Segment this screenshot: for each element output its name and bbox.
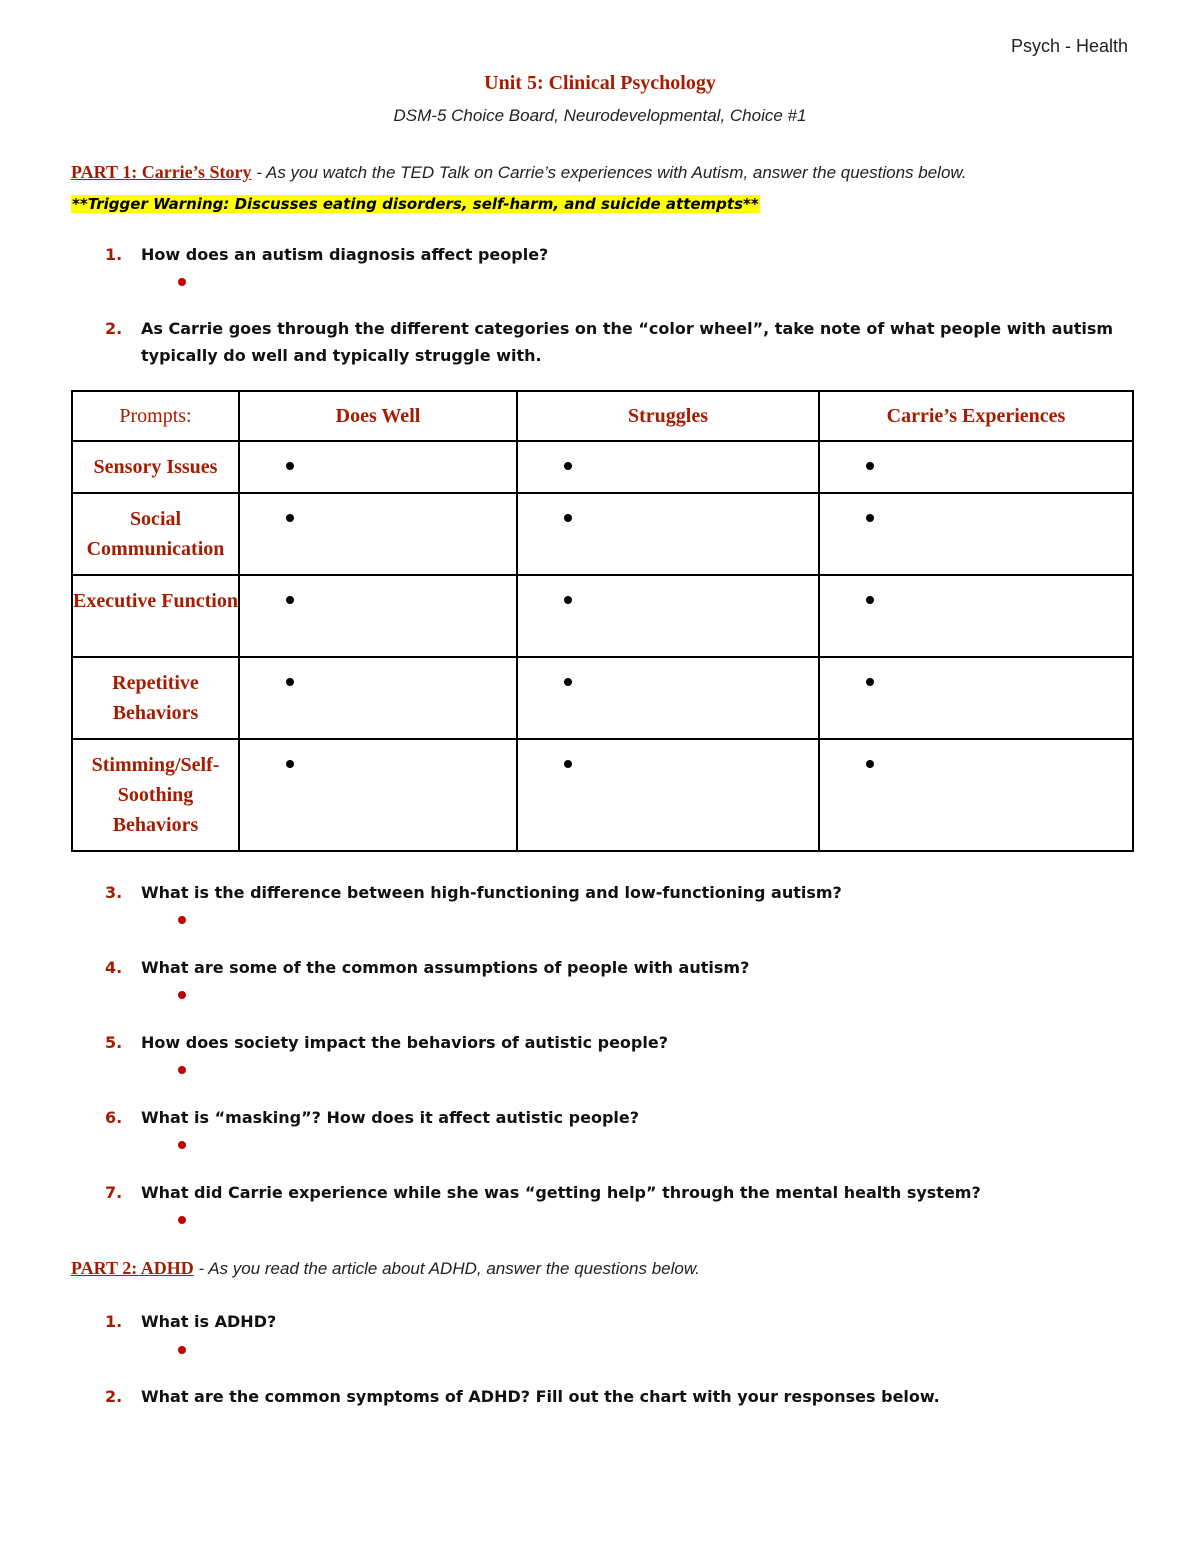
bullet-icon: [866, 678, 874, 686]
question-text: What are some of the common assumptions of people with autism?: [141, 958, 750, 977]
question-text: What are the common symptoms of ADHD? Fill out the chart with your responses below.: [141, 1387, 940, 1406]
answer-cell[interactable]: [819, 575, 1133, 657]
trigger-warning: **Trigger Warning: Discusses eating disorders, self-harm, and suicide attempts**: [72, 195, 759, 213]
question-text: How does society impact the behaviors of autistic people?: [141, 1033, 668, 1052]
answer-bullet: [178, 1141, 186, 1149]
table-row: [72, 441, 1133, 493]
page-title: Unit 5: Clinical Psychology: [484, 72, 716, 94]
answer-cell[interactable]: [239, 739, 517, 851]
part1-description: - As you watch the TED Talk on Carrie’s experiences with Autism, answer the questions below.: [251, 163, 967, 182]
row-label: Social Communication: [72, 493, 239, 575]
question-text: What is ADHD?: [141, 1312, 277, 1331]
table-row: [72, 493, 1133, 575]
row-label: Stimming/Self-Soothing Behaviors: [72, 739, 239, 851]
header-does-well: Does Well: [239, 391, 517, 441]
bullet-icon: [564, 462, 572, 470]
header-struggles: Struggles: [517, 391, 819, 441]
part2-title: PART 2: ADHD: [71, 1258, 194, 1278]
question-1: [105, 241, 1125, 268]
question-6: [105, 1104, 1125, 1131]
answer-cell[interactable]: [239, 575, 517, 657]
row-label: Executive Function: [72, 575, 239, 657]
page-subtitle: DSM-5 Choice Board, Neurodevelopmental, Choice #1: [393, 106, 807, 125]
answer-cell[interactable]: [517, 441, 819, 493]
question-number: 5.: [105, 1033, 123, 1052]
part2-question-2: [105, 1383, 1125, 1410]
row-label: Repetitive Behaviors: [72, 657, 239, 739]
question-2: [105, 315, 1125, 369]
bullet-icon: [866, 760, 874, 768]
question-number: 3.: [105, 883, 123, 902]
answer-bullet: [178, 916, 186, 924]
question-3: [105, 879, 1125, 906]
question-text: As Carrie goes through the different categories on the “color wheel”, take note of what people with autism typically do well and typically struggle with.: [141, 319, 1114, 365]
table-header-row: [72, 391, 1133, 441]
table-row: [72, 739, 1133, 851]
question-number: 6.: [105, 1108, 123, 1127]
bullet-icon: [866, 514, 874, 522]
question-number: 2.: [105, 319, 123, 338]
bullet-icon: [564, 760, 572, 768]
question-5: [105, 1029, 1125, 1056]
answer-cell[interactable]: [517, 657, 819, 739]
answer-cell[interactable]: [517, 575, 819, 657]
question-text: What did Carrie experience while she was “getting help” through the mental health system?: [141, 1183, 981, 1202]
question-text: What is the difference between high-functioning and low-functioning autism?: [141, 883, 842, 902]
question-text: What is “masking”? How does it affect autistic people?: [141, 1108, 640, 1127]
question-number: 4.: [105, 958, 123, 977]
part2-description: - As you read the article about ADHD, answer the questions below.: [193, 1259, 700, 1278]
answer-bullet: [178, 1216, 186, 1224]
question-number: 1.: [105, 1312, 123, 1331]
bullet-icon: [564, 514, 572, 522]
row-label: Sensory Issues: [72, 441, 239, 493]
header-course-label: Psych - Health: [1010, 36, 1128, 56]
bullet-icon: [286, 514, 294, 522]
bullet-icon: [866, 596, 874, 604]
autism-prompts-table: [71, 390, 1134, 852]
bullet-icon: [286, 596, 294, 604]
answer-cell[interactable]: [819, 657, 1133, 739]
question-number: 2.: [105, 1387, 123, 1406]
question-text: How does an autism diagnosis affect people?: [141, 245, 549, 264]
question-number: 1.: [105, 245, 123, 264]
answer-bullet: [178, 1066, 186, 1074]
question-7: [105, 1179, 1125, 1206]
answer-cell[interactable]: [517, 739, 819, 851]
answer-bullet: [178, 278, 186, 286]
answer-bullet: [178, 1346, 186, 1354]
answer-cell[interactable]: [819, 739, 1133, 851]
question-4: [105, 954, 1125, 981]
bullet-icon: [564, 678, 572, 686]
part1-title: PART 1: Carrie’s Story: [71, 162, 252, 182]
bullet-icon: [286, 462, 294, 470]
part1-heading: [71, 162, 966, 183]
table-row: [72, 575, 1133, 657]
bullet-icon: [286, 760, 294, 768]
answer-cell[interactable]: [819, 493, 1133, 575]
part2-question-1: [105, 1308, 1125, 1335]
header-prompts: Prompts:: [72, 391, 239, 441]
answer-bullet: [178, 991, 186, 999]
answer-cell[interactable]: [517, 493, 819, 575]
answer-cell[interactable]: [239, 441, 517, 493]
answer-cell[interactable]: [819, 441, 1133, 493]
bullet-icon: [564, 596, 572, 604]
question-number: 7.: [105, 1183, 123, 1202]
part2-heading: [71, 1258, 700, 1279]
table-row: [72, 657, 1133, 739]
header-carries-experiences: Carrie’s Experiences: [819, 391, 1133, 441]
answer-cell[interactable]: [239, 657, 517, 739]
bullet-icon: [866, 462, 874, 470]
answer-cell[interactable]: [239, 493, 517, 575]
bullet-icon: [286, 678, 294, 686]
